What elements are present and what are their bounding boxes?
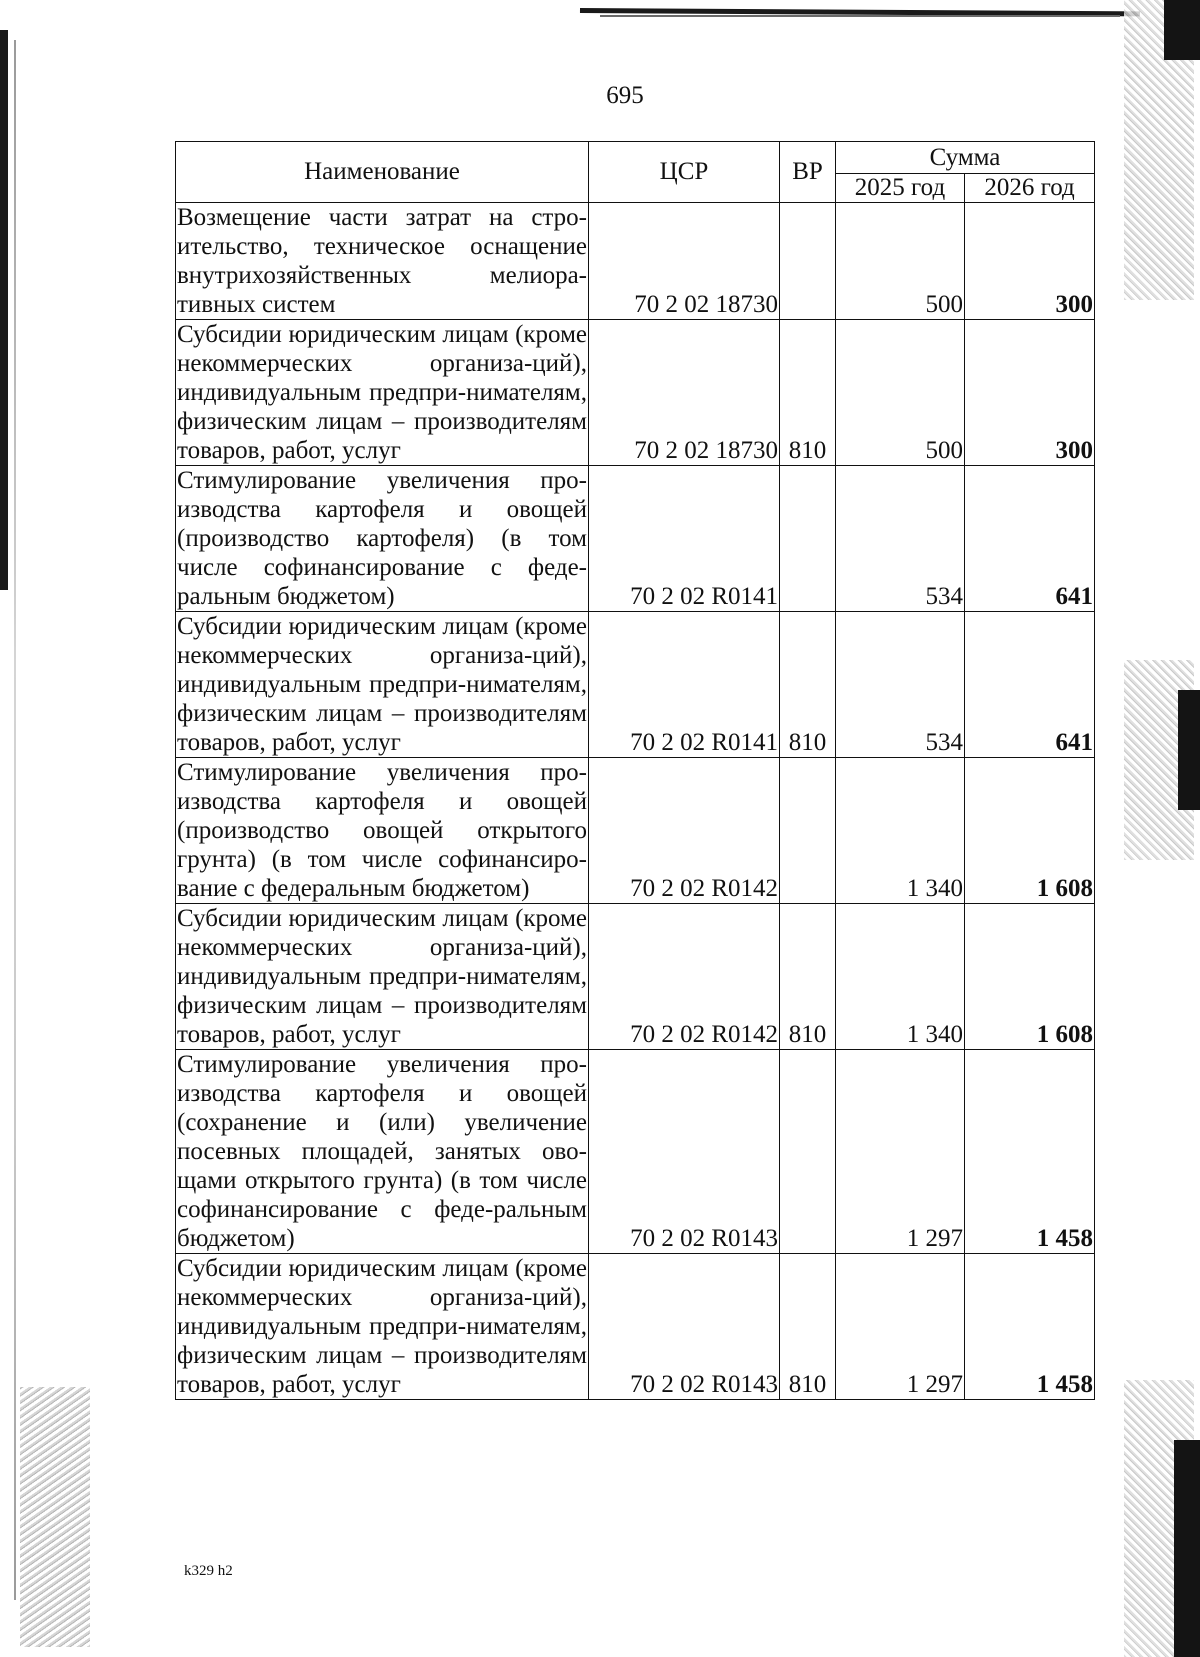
row-sum-2025: 534 bbox=[836, 612, 965, 758]
row-name: Стимулирование увеличения про-изводства картофеля и овощей (производство овощей открытого грунта) (в том числе софинансиро-вание с федеральным бюджетом) bbox=[177, 759, 587, 902]
table-row bbox=[176, 612, 1095, 758]
row-sum-2026: 1 608 bbox=[965, 904, 1095, 1050]
table-row bbox=[176, 1050, 1095, 1254]
table-row bbox=[176, 320, 1095, 466]
row-sum-2025: 1 340 bbox=[836, 758, 965, 904]
row-name: Субсидии юридическим лицам (кроме некоммерческих организа-ций), индивидуальным предпри-нимателям, физическим лицам – производителям товаров, работ, услуг bbox=[177, 1255, 587, 1398]
budget-table bbox=[175, 141, 1095, 1400]
row-name: Возмещение части затрат на стро-ительство, техническое оснащение внутрихозяйственных мелиора-тивных систем bbox=[177, 204, 587, 318]
scan-edge-line-left bbox=[14, 40, 16, 1600]
header-csr: ЦСР bbox=[589, 142, 780, 203]
row-csr: 70 2 02 18730 bbox=[589, 203, 780, 320]
page-number: 695 bbox=[606, 82, 644, 109]
row-sum-2026: 641 bbox=[965, 466, 1095, 612]
scan-edge-right-top bbox=[1164, 0, 1200, 60]
row-csr: 70 2 02 18730 bbox=[589, 320, 780, 466]
header-year-2026: 2026 год bbox=[965, 174, 1095, 203]
row-sum-2026: 300 bbox=[965, 203, 1095, 320]
row-csr: 70 2 02 R0142 bbox=[589, 758, 780, 904]
scan-edge-line-top-thin bbox=[600, 15, 1120, 17]
row-sum-2025: 534 bbox=[836, 466, 965, 612]
row-csr: 70 2 02 R0143 bbox=[589, 1254, 780, 1400]
table-row bbox=[176, 1254, 1095, 1400]
row-vr bbox=[780, 1050, 836, 1254]
row-sum-2025: 1 340 bbox=[836, 904, 965, 1050]
table-row bbox=[176, 466, 1095, 612]
scan-noise-bottom-left bbox=[20, 1387, 90, 1647]
table-row bbox=[176, 203, 1095, 320]
scan-edge-shadow-left bbox=[0, 30, 8, 590]
row-sum-2026: 1 458 bbox=[965, 1254, 1095, 1400]
row-name: Стимулирование увеличения про-изводства картофеля и овощей (сохранение и (или) увеличение посевных площадей, занятых ово-щами открытого грунта) (в том числе софинансирование с феде-ральным бюджетом) bbox=[177, 1051, 587, 1252]
header-year-2025: 2025 год bbox=[836, 174, 965, 203]
row-sum-2025: 1 297 bbox=[836, 1254, 965, 1400]
row-name: Субсидии юридическим лицам (кроме некоммерческих организа-ций), индивидуальным предпри-нимателям, физическим лицам – производителям товаров, работ, услуг bbox=[177, 905, 587, 1048]
row-sum-2025: 500 bbox=[836, 320, 965, 466]
footer-code: k329 h2 bbox=[184, 1563, 233, 1579]
row-csr: 70 2 02 R0141 bbox=[589, 466, 780, 612]
row-sum-2026: 1 458 bbox=[965, 1050, 1095, 1254]
row-csr: 70 2 02 R0143 bbox=[589, 1050, 780, 1254]
row-csr: 70 2 02 R0141 bbox=[589, 612, 780, 758]
row-vr: 810 bbox=[780, 320, 836, 466]
scan-edge-right-bottom bbox=[1174, 1440, 1200, 1657]
row-vr: 810 bbox=[780, 612, 836, 758]
row-name: Субсидии юридическим лицам (кроме некоммерческих организа-ций), индивидуальным предпри-нимателям, физическим лицам – производителям товаров, работ, услуг bbox=[177, 613, 587, 756]
row-name: Стимулирование увеличения про-изводства картофеля и овощей (производство картофеля) (в том числе софинансирование с феде-ральным бюджетом) bbox=[177, 467, 587, 610]
header-vr: ВР bbox=[780, 142, 836, 203]
row-vr: 810 bbox=[780, 1254, 836, 1400]
scan-edge-right-middle bbox=[1178, 690, 1200, 810]
row-sum-2026: 300 bbox=[965, 320, 1095, 466]
row-sum-2026: 1 608 bbox=[965, 758, 1095, 904]
row-sum-2025: 1 297 bbox=[836, 1050, 965, 1254]
row-vr bbox=[780, 203, 836, 320]
row-vr bbox=[780, 758, 836, 904]
row-vr: 810 bbox=[780, 904, 836, 1050]
row-vr bbox=[780, 466, 836, 612]
header-sum: Сумма bbox=[836, 142, 1095, 174]
row-sum-2025: 500 bbox=[836, 203, 965, 320]
row-name: Субсидии юридическим лицам (кроме некоммерческих организа-ций), индивидуальным предпри-нимателям, физическим лицам – производителям товаров, работ, услуг bbox=[177, 321, 587, 464]
row-csr: 70 2 02 R0142 bbox=[589, 904, 780, 1050]
row-sum-2026: 641 bbox=[965, 612, 1095, 758]
table-row bbox=[176, 904, 1095, 1050]
header-name: Наименование bbox=[176, 142, 589, 203]
table-row bbox=[176, 758, 1095, 904]
